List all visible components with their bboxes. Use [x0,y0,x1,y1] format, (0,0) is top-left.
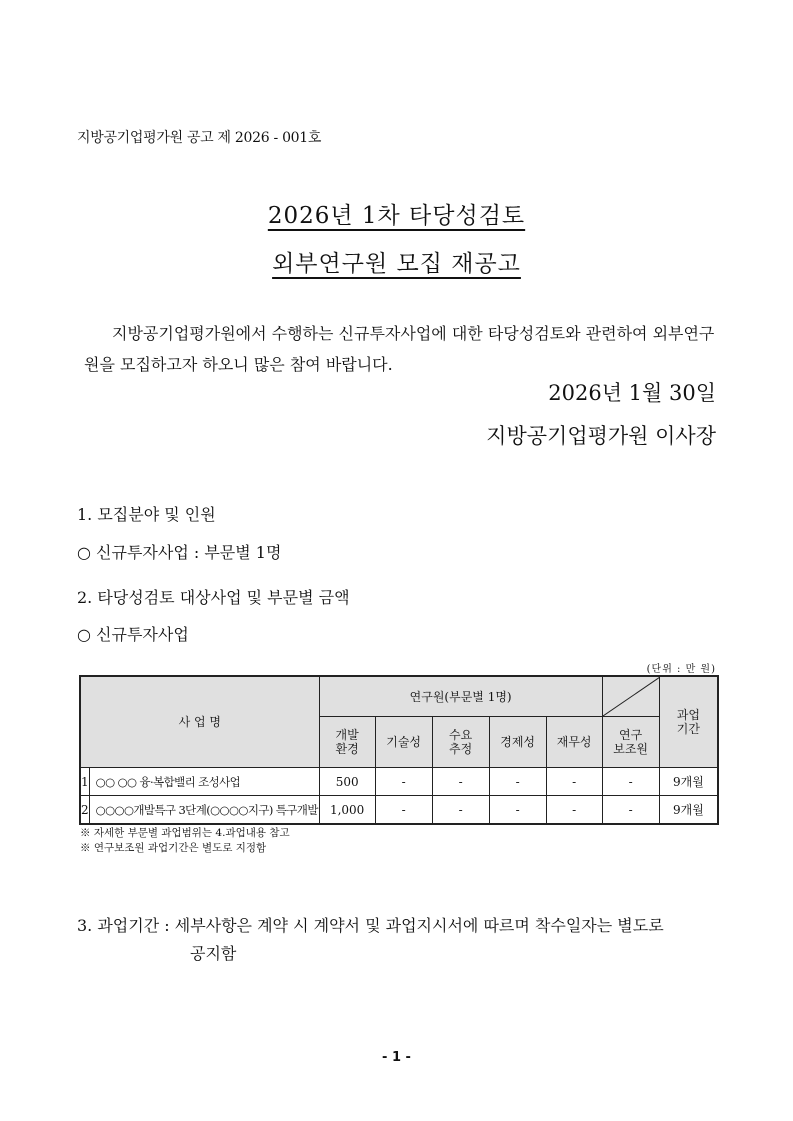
table-row [80,768,718,796]
budget-table [79,675,719,825]
intro-line-2: 원을 모집하고자 하오니 많은 참여 바랍니다. [84,355,393,374]
row-number: 2 [80,796,89,825]
diagonal-line-icon [603,677,660,716]
header-researchers-group: 연구원(부문별 1명) [319,676,602,717]
economic-amount: - [489,768,546,796]
document-title-line1: 2026년 1차 타당성검토 [267,203,526,229]
dev-env-amount: 500 [319,768,375,796]
financial-amount: - [546,768,602,796]
header-diagonal-cell [602,676,659,717]
table-row [80,796,718,825]
table-note-1: ※ 자세한 부문별 과업범위는 4.과업내용 참고 [80,827,290,839]
intro-line-1: 지방공기업평가원에서 수행하는 신규투자사업에 대한 타당성검토와 관련하여 외부연구 [112,324,715,343]
technical-amount: - [375,768,432,796]
section-1-title: 1. 모집분야 및 인원 [77,505,216,524]
section-2-title: 2. 타당성검토 대상사업 및 부문별 금액 [77,588,350,607]
header-assistant: 연구 보조원 [602,717,659,768]
document-title-line2: 외부연구원 모집 재공고 [272,251,521,277]
header-project-name: 사 업 명 [80,676,319,768]
dev-env-amount: 1,000 [319,796,375,825]
assistant-amount: - [602,796,659,825]
header-economic: 경제성 [489,717,546,768]
section-2-item: ○ 신규투자사업 [77,625,189,644]
project-name: ○○○○개발특구 3단계(○○○○지구) 특구개발 [89,796,319,825]
issuer-name: 지방공기업평가원 이사장 [486,424,716,448]
section-3-label: 3. 과업기간 : 세부사항은 계약 시 계약서 및 과업지시서에 따르며 착수일자는 별도로 [77,916,664,935]
intro-paragraph [84,318,724,380]
assistant-amount: - [602,768,659,796]
demand-amount: - [432,768,489,796]
project-name: ○○ ○○ 융·복합밸리 조성사업 [89,768,319,796]
technical-amount: - [375,796,432,825]
page-number: - 1 - [382,1050,411,1065]
table-note-2: ※ 연구보조원 과업기간은 별도로 지정함 [80,842,267,854]
section-1-item: ○ 신규투자사업 : 부문별 1명 [77,543,282,562]
header-technical: 기술성 [375,717,432,768]
economic-amount: - [489,796,546,825]
header-financial: 재무성 [546,717,602,768]
period-value: 9개월 [659,796,718,825]
section-3 [77,912,727,968]
period-value: 9개월 [659,768,718,796]
section-3-continuation: 공지함 [190,944,237,963]
notice-number: 지방공기업평가원 공고 제 2026 - 001호 [77,130,322,146]
row-number: 1 [80,768,89,796]
unit-label: (단위 : 만 원) [646,664,716,675]
header-dev-env: 개발 환경 [319,717,375,768]
financial-amount: - [546,796,602,825]
demand-amount: - [432,796,489,825]
notice-date: 2026년 1월 30일 [548,381,716,405]
header-demand: 수요 추정 [432,717,489,768]
header-period: 과업 기간 [659,676,718,768]
